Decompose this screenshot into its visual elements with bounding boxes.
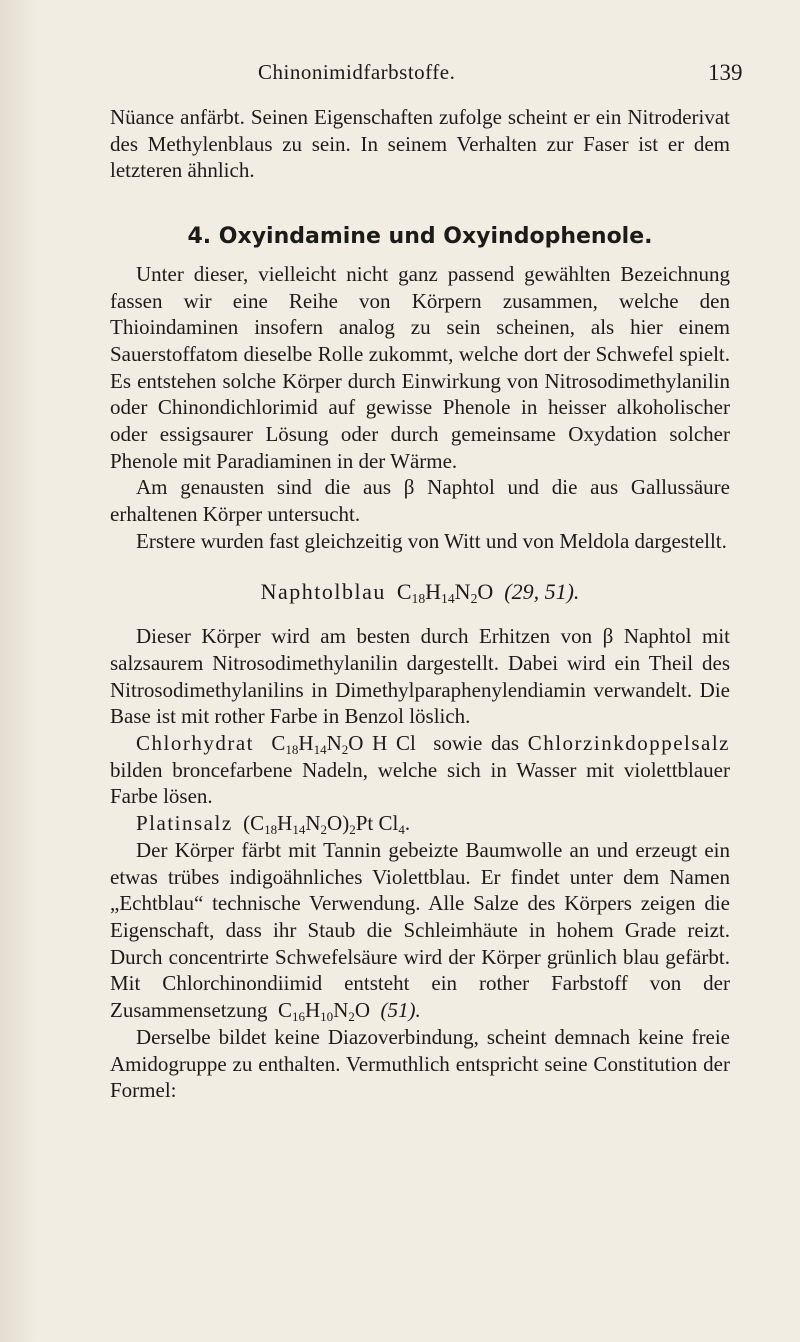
section-heading: 4. Oxyindamine und Oxyindophenole. [187, 224, 653, 250]
page-edge-shadow [0, 0, 38, 1342]
paragraph-7 [110, 810, 730, 837]
chlorhydrat-formula: $C_{18}H_{14}N_2O$ H Cl [262, 731, 425, 757]
platinsalz-formula: $(C_{18}H_{14}N_2O)_2Pt$ $Cl_4$. [237, 811, 411, 838]
p6-rest: bilden broncefarbene Nadeln, welche sich in Wasser mit violettblauer Farbe lösen. [110, 757, 730, 809]
page-body [110, 104, 730, 1104]
paragraph-4: Erstere wurden fast gleichzeitig von Witt und von Meldola dargestellt. [136, 528, 727, 553]
running-title: Chinonimidfarbstoffe. [258, 60, 456, 84]
page-header [0, 60, 800, 90]
page-number: 139 [708, 60, 743, 85]
paragraph-8 [110, 837, 730, 1024]
paragraph-2: Unter dieser, vielleicht nicht ganz passend gewählten Bezeichnung fassen wir eine Reihe von Körpern zusammen, welche den Thioindaminen insofern analog zu sein scheinen, als hier einem Sauerstoffatom dieselbe Rolle zukommt, welche dort der Schwefel spielt. Es entstehen solche Körper durch Einwirkung von Nitrosodimethylanilin oder Chinondichlorimid auf gewisse Phenole in heisser alkoholischer oder essigsaurer Lösung oder durch gemeinsame Oxydation solcher Phenole mit Paradiaminen in der Wärme. [110, 261, 730, 473]
paragraph-5: Dieser Körper wird am besten durch Erhitzen von β Naphtol mit salzsaurem Nitrosodimethylanilin dargestellt. Dabei wird ein Theil des Nitrosodimethylanilins in Dimethylparaphenylendiamin verwandelt. Die Base ist mit rother Farbe in Benzol löslich. [110, 624, 730, 729]
compound-formula: $C_{18}H_{14}N_2O$ [391, 578, 499, 606]
paragraph-3: Am genausten sind die aus β Naphtol und die aus Gallussäure erhaltenen Körper untersucht. [110, 475, 730, 527]
p8-text: Der Körper färbt mit Tannin gebeizte Baumwolle an und erzeugt ein etwas trübes indigoähnliches Violettblau. Er findet unter dem Namen „Echtblau“ technische Verwendung. Alle Salze des Körpers zeigen die Eigenschaft, dass ihr Staub die Schleimhäute in hohem Grade reizt. Durch concentrirte Schwefelsäure wird der Körper grünlich blau gefärbt. Mit Chlorchinondiimid entsteht ein rother Farbstoff von der Zusammensetzung [110, 837, 730, 1023]
p8-formula: $C_{16}H_{10}N_2O$ [272, 998, 376, 1024]
chlorzink-label: Chlorzinkdoppelsalz [527, 731, 730, 756]
naphtolblau-heading [110, 579, 730, 606]
p8-ref: (51). [380, 998, 421, 1023]
chlorhydrat-label: Chlorhydrat [136, 731, 254, 756]
paragraph-1: Nüance anfärbt. Seinen Eigenschaften zufolge scheint er ein Nitroderivat des Methylenblaus zu sein. In seinem Verhalten zur Faser ist er dem letzteren ähnlich. [110, 105, 730, 183]
compound-name: Naphtolblau [260, 578, 386, 604]
platinsalz-label: Platinsalz [136, 811, 233, 836]
p6-mid: sowie das [433, 731, 519, 756]
paragraph-9: Derselbe bildet keine Diazoverbindung, scheint demnach keine freie Amidogruppe zu enthalten. Vermuthlich entspricht seine Constitution der Formel: [110, 1024, 730, 1103]
compound-refs: (29, 51). [504, 578, 580, 604]
paragraph-6 [110, 730, 730, 810]
